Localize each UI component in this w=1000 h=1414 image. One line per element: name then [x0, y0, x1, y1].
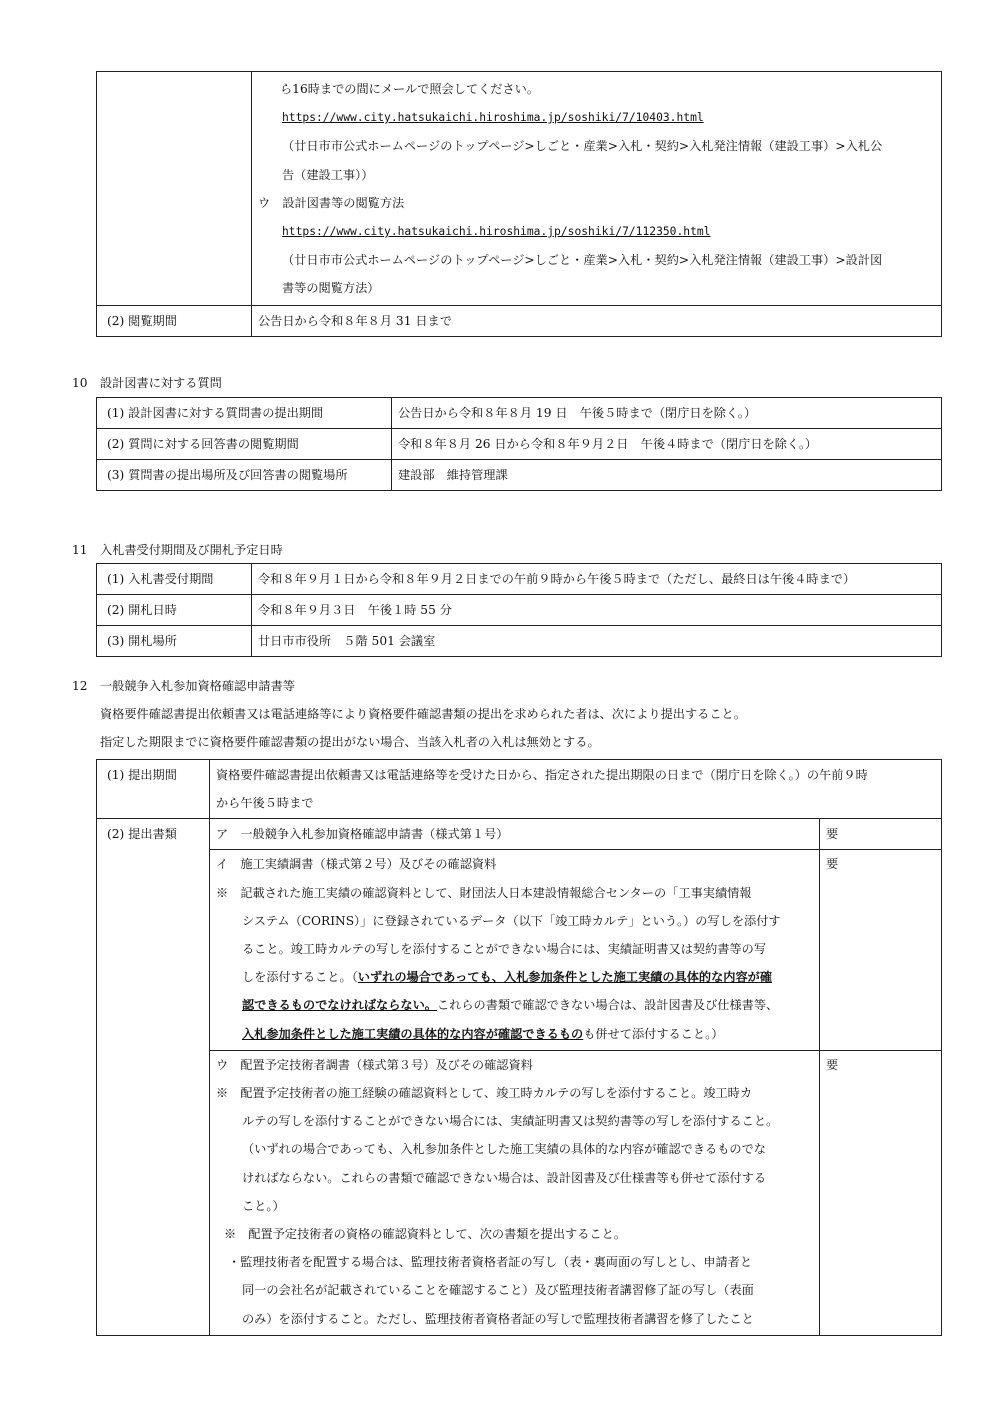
text-line: から午後５時まで	[216, 796, 314, 811]
text-line: ※ 配置予定技術者の資格の確認資料として、次の書類を提出すること。	[224, 1227, 626, 1242]
text-line: システム（CORINS）」に登録されているデータ（以下「竣工時カルテ」という。）の写しを添付す	[242, 913, 781, 928]
intro-paragraph-2: 指定した期限までに資格要件確認書類の提出がない場合、当該入札者の入札は無効とする。	[100, 735, 600, 749]
text-line: ら16時までの間にメールで照会してください。	[280, 82, 540, 96]
text-line: ること。竣工時カルテの写しを添付することができない場合には、実績証明書又は契約書等の写	[242, 942, 767, 957]
table-row	[97, 760, 942, 819]
table-row	[97, 1050, 942, 1335]
table-questions	[96, 397, 942, 491]
table-viewing	[96, 71, 942, 337]
table-bidding	[96, 563, 942, 657]
viewing-period-value: 公告日から令和８年８月 31 日まで	[252, 305, 942, 336]
table-row	[97, 819, 942, 850]
text-line: 資格要件確認書提出依頼書又は電話連絡等を受けた日から、指定された提出期限の日まで（閉庁日を除く。）の午前９時	[216, 768, 868, 782]
section-11-heading: 11 入札書受付期間及び開札予定日時	[72, 543, 283, 557]
text-line: のみ）を添付すること。ただし、監理技術者資格者証の写しで監理技術者講習を修了したこと	[242, 1311, 754, 1326]
table-row	[97, 72, 942, 306]
row-value: 公告日から令和８年８月 19 日 午後５時まで（閉庁日を除く。）	[392, 398, 942, 429]
text-line: （廿日市市公式ホームページのトップページ>しごと・産業>入札・契約>入札発注情報（建設工事）>入札公	[282, 139, 883, 154]
doc-i-cell	[210, 850, 820, 1050]
section-10-heading: 10 設計図書に対する質問	[72, 376, 222, 390]
row-label: (2) 開札日時	[97, 595, 252, 626]
table-documents	[96, 759, 942, 1336]
period-label: (1) 提出期間	[97, 760, 210, 819]
table-row	[97, 595, 942, 626]
viewing-period-label: (2) 閲覧期間	[97, 305, 252, 336]
text-line: ・監理技術者を配置する場合は、監理技術者資格者証の写し（表・裏両面の写しとし、申請者と	[228, 1255, 753, 1270]
link-1[interactable]: https://www.city.hatsukaichi.hiroshima.jp/soshiki/7/10403.html	[282, 111, 704, 125]
row-label: (3) 質問書の提出場所及び回答書の閲覧場所	[97, 460, 392, 491]
text-line: ければならない。これらの書類で確認できない場合は、設計図書及び仕様書等も併せて添付する	[242, 1170, 767, 1185]
text-line: しを添付すること。（いずれの場合であっても、入札参加条件とした施工実績の具体的な内容が確	[242, 970, 773, 985]
text-line: （いずれの場合であっても、入札参加条件とした施工実績の具体的な内容が確認できるものでな	[242, 1142, 766, 1157]
text-line: （廿日市市公式ホームページのトップページ>しごと・産業>入札・契約>入札発注情報（建設工事）>設計図	[282, 253, 883, 268]
text-line: ※ 記載された施工実績の確認資料として、財団法人日本建設情報総合センターの「工事実績情報	[216, 885, 752, 900]
text-line: 入札参加条件とした施工実績の具体的な内容が確認できるものも併せて添付すること。）	[242, 1026, 724, 1041]
table-row	[97, 460, 942, 491]
doc-a-title: ア 一般競争入札参加資格確認申請書（様式第１号）	[210, 819, 820, 850]
text-line: 告（建設工事））	[282, 167, 374, 182]
doc-a-required: 要	[820, 819, 942, 850]
doc-u-required: 要	[820, 1050, 942, 1335]
text-line: ルテの写しを添付することができない場合には、実績証明書又は契約書等の写しを添付すること。	[242, 1114, 779, 1129]
table-row	[97, 429, 942, 460]
text-line: 書等の閲覧方法）	[282, 281, 380, 296]
row-label: (1) 入札書受付期間	[97, 564, 252, 595]
doc-i-title: イ 施工実績調書（様式第２号）及びその確認資料	[216, 857, 497, 872]
text-line: 認できるものでなければならない。これらの書類で確認できない場合は、設計図書及び仕様書等、	[242, 998, 779, 1013]
row-label: (1) 設計図書に対する質問書の提出期間	[97, 398, 392, 429]
text-line: こと。）	[242, 1198, 285, 1213]
table-row	[97, 850, 942, 1050]
text-line: ウ 設計図書等の閲覧方法	[258, 195, 405, 210]
docs-label: (2) 提出書類	[97, 819, 210, 1335]
row-value: 廿日市市役所 ５階 501 会議室	[252, 626, 942, 657]
doc-u-cell	[210, 1050, 820, 1335]
table-row	[97, 305, 942, 336]
section-12-heading: 12 一般競争入札参加資格確認申請書等	[72, 679, 295, 693]
row-value: 令和８年９月３日 午後１時 55 分	[252, 595, 942, 626]
doc-u-title: ウ 配置予定技術者調書（様式第３号）及びその確認資料	[216, 1057, 533, 1072]
row-value: 令和８年９月１日から令和８年９月２日までの午前９時から午後５時まで（ただし、最終日は午後４時まで）	[252, 564, 942, 595]
row-value: 令和８年８月 26 日から令和８年９月２日 午後４時まで（閉庁日を除く。）	[392, 429, 942, 460]
doc-i-required: 要	[820, 850, 942, 1050]
table-row	[97, 564, 942, 595]
text-line: 同一の会社名が記載されていることを確認すること）及び監理技術者講習修了証の写し（表面	[242, 1283, 754, 1298]
text-line: ※ 配置予定技術者の施工経験の確認資料として、竣工時カルテの写しを添付すること。竣工時カ	[216, 1086, 753, 1101]
row-value: 建設部 維持管理課	[392, 460, 942, 491]
period-value	[210, 760, 942, 819]
empty-label-cell	[97, 72, 252, 306]
table-row	[97, 398, 942, 429]
intro-paragraph-1: 資格要件確認書提出依頼書又は電話連絡等により資格要件確認書類の提出を求められた者は、次により提出すること。	[100, 707, 746, 721]
table-row	[97, 626, 942, 657]
row-label: (2) 質問に対する回答書の閲覧期間	[97, 429, 392, 460]
viewing-method-cell	[252, 72, 942, 306]
row-label: (3) 開札場所	[97, 626, 252, 657]
link-2[interactable]: https://www.city.hatsukaichi.hiroshima.jp/soshiki/7/112350.html	[282, 225, 711, 239]
